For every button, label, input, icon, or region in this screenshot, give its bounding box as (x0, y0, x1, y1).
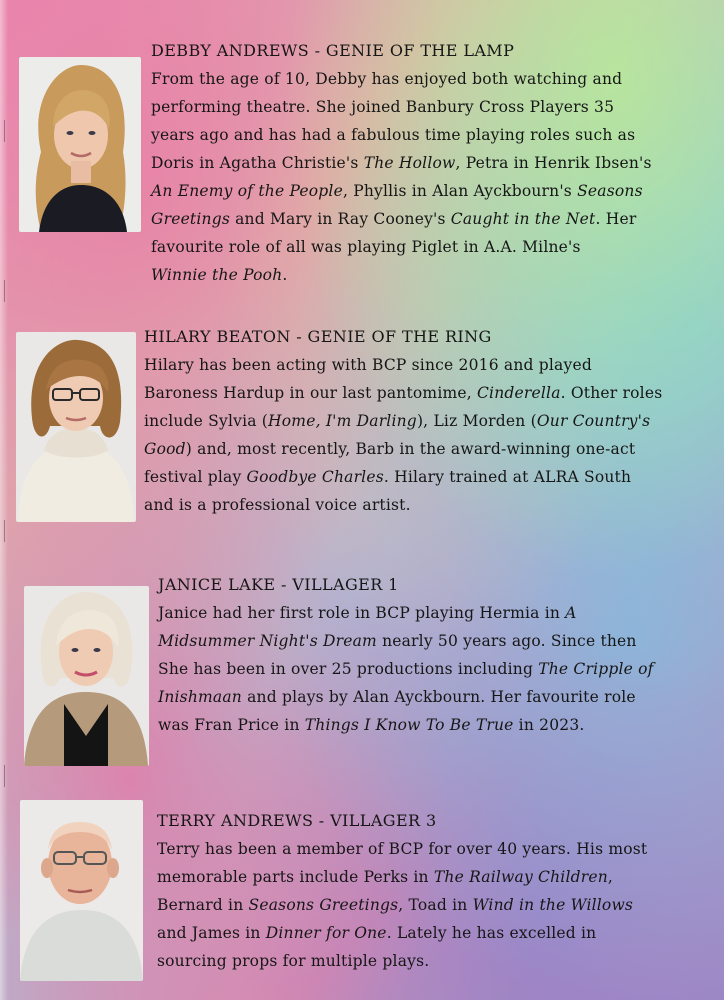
headshot-photo (24, 586, 149, 766)
bio-line: Baroness Hardup in our last pantomime, Cinderella. Other roles (144, 384, 663, 402)
bio-line: Janice had her first role in BCP playing Hermia in A (158, 604, 577, 622)
play-title: Good (144, 440, 186, 458)
cast-name-heading: DEBBY ANDREWS - GENIE OF THE LAMP (151, 41, 515, 60)
bio-text-block (157, 808, 647, 975)
bio-line: Midsummer Night's Dream nearly 50 years ago. Since then (158, 632, 637, 650)
headshot-photo (20, 800, 143, 981)
play-title: Winnie the Pooh (151, 266, 283, 284)
bio-line: From the age of 10, Debby has enjoyed both watching and (151, 70, 623, 88)
bio-text-block (144, 324, 662, 519)
booklet-spine-edge (0, 0, 8, 1000)
bio-line: Good) and, most recently, Barb in the award-winning one-act (144, 440, 636, 458)
bio-line: include Sylvia (Home, I'm Darling), Liz Morden (Our Country's (144, 412, 651, 430)
bio-line: Inishmaan and plays by Alan Ayckbourn. Her favourite role (158, 688, 636, 706)
play-title: The Railway Children (433, 868, 608, 886)
play-title: The Cripple of (538, 660, 654, 678)
play-title: Our Country's (536, 412, 651, 430)
bio-line: Doris in Agatha Christie's The Hollow, Petra in Henrik Ibsen's (151, 154, 652, 172)
bio-line: and is a professional voice artist. (144, 496, 411, 514)
play-title: An Enemy of the People (151, 182, 343, 200)
play-title: Seasons Greetings (248, 896, 399, 914)
bio-line: Terry has been a member of BCP for over 40 years. His most (157, 840, 648, 858)
bio-line: Winnie the Pooh. (151, 266, 288, 284)
binding-stitch (4, 280, 9, 302)
headshot-photo (16, 332, 136, 522)
cast-name-heading: JANICE LAKE - VILLAGER 1 (158, 575, 399, 594)
play-title: Seasons (577, 182, 643, 200)
bio-text-block (158, 572, 654, 739)
play-title: Midsummer Night's Dream (158, 632, 377, 650)
bio-line: Hilary has been acting with BCP since 2016 and played (144, 356, 592, 374)
play-title: Greetings (151, 210, 230, 228)
cast-name-heading: HILARY BEATON - GENIE OF THE RING (144, 327, 492, 346)
bio-line: sourcing props for multiple plays. (157, 952, 430, 970)
play-title: Caught in the Net (450, 210, 596, 228)
binding-stitch (4, 120, 9, 142)
play-title: Wind in the Willows (472, 896, 634, 914)
bio-line: Greetings and Mary in Ray Cooney's Caught in the Net. Her (151, 210, 637, 228)
bio-line: An Enemy of the People, Phyllis in Alan Ayckbourn's Seasons (151, 182, 643, 200)
play-title: Things I Know To Be True (304, 716, 514, 734)
binding-stitch (4, 520, 9, 542)
cast-name-heading: TERRY ANDREWS - VILLAGER 3 (157, 811, 437, 830)
binding-stitch (4, 765, 9, 787)
bio-line: memorable parts include Perks in The Railway Children, (157, 868, 614, 886)
play-title: The Hollow (363, 154, 456, 172)
bio-line: favourite role of all was playing Piglet in A.A. Milne's (151, 238, 581, 256)
bio-line: Bernard in Seasons Greetings, Toad in Wind in the Willows (157, 896, 634, 914)
bio-line: was Fran Price in Things I Know To Be True in 2023. (158, 716, 585, 734)
play-title: Goodbye Charles (246, 468, 384, 486)
bio-line: She has been in over 25 productions including The Cripple of (158, 660, 654, 678)
play-title: Home, I'm Darling (268, 412, 417, 430)
bio-line: and James in Dinner for One. Lately he has excelled in (157, 924, 597, 942)
headshot-photo (19, 57, 141, 232)
play-title: Inishmaan (158, 688, 242, 706)
bio-line: years ago and has had a fabulous time playing roles such as (151, 126, 636, 144)
bio-line: festival play Goodbye Charles. Hilary trained at ALRA South (144, 468, 632, 486)
bio-text-block (151, 38, 652, 289)
play-title: Cinderella (477, 384, 561, 402)
play-title: A (565, 604, 577, 622)
bio-line: performing theatre. She joined Banbury Cross Players 35 (151, 98, 615, 116)
play-title: Dinner for One (265, 924, 387, 942)
